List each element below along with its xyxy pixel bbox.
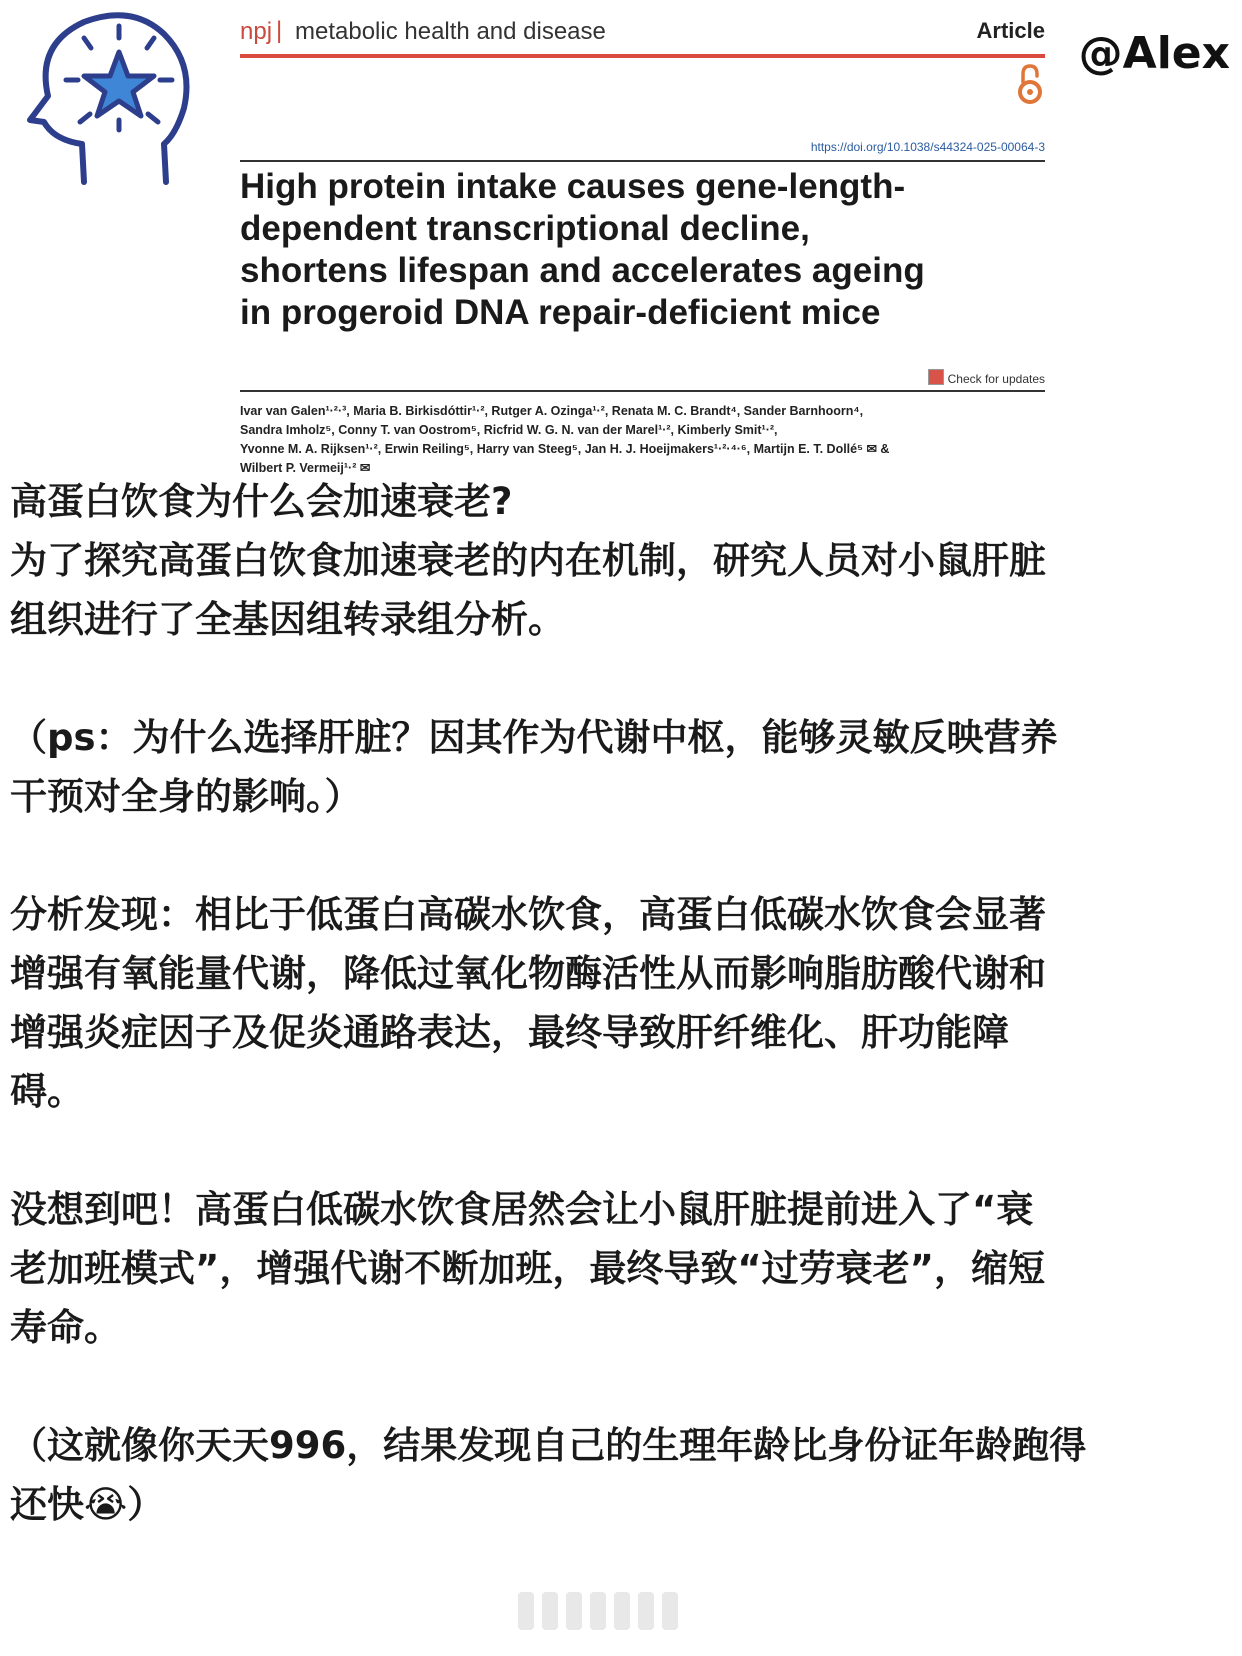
body-line: 老加班模式”，增强代谢不断加班，最终导致“过劳衰老”，缩短: [10, 1247, 1045, 1290]
body-line: 干预对全身的影响。）: [10, 775, 362, 818]
page-dot[interactable]: [566, 1592, 582, 1630]
page-dot[interactable]: [542, 1592, 558, 1630]
body-line: 分析发现：相比于低蛋白高碳水饮食，高蛋白低碳水饮食会显著: [10, 893, 1046, 936]
article-type: Article: [976, 18, 1045, 43]
authors-rule: [240, 390, 1045, 392]
body-line: 增强有氧能量代谢，降低过氧化物酶活性从而影响脂肪酸代谢和: [10, 952, 1046, 995]
watermark-handle: @Alex: [1078, 28, 1230, 79]
head-with-star-icon: [14, 4, 204, 194]
journal-separator: |: [276, 17, 283, 44]
author-line: Yvonne M. A. Rijksen¹·², Erwin Reiling⁵, Harry van Steeg⁵, Jan H. J. Hoeijmakers¹·²·⁴·⁶, Martijn E. T. Dollé⁵ ✉ &: [240, 442, 890, 456]
body-line: （ps：为什么选择肝脏？因其作为代谢中枢，能够灵敏反映营养: [10, 716, 1058, 759]
post-body: [10, 472, 1235, 1534]
title-line: shortens lifespan and accelerates ageing: [240, 251, 925, 290]
paragraph-gap: [10, 649, 1235, 708]
article-title: [240, 166, 1045, 334]
page-dot[interactable]: [638, 1592, 654, 1630]
open-access-icon: [1015, 62, 1045, 106]
journal-header: [240, 18, 1045, 52]
body-line: 还快😭）: [10, 1483, 165, 1526]
image-pagination: [518, 1592, 718, 1632]
journal-rule: [240, 54, 1045, 58]
body-line: 碍。: [10, 1070, 84, 1113]
check-updates-link[interactable]: [928, 369, 1045, 386]
body-line: 高蛋白饮食为什么会加速衰老?: [10, 480, 513, 523]
author-line: Ivar van Galen¹·²·³, Maria B. Birkisdóttir¹·², Rutger A. Ozinga¹·², Renata M. C. Brandt⁴, Sander Barnhoorn⁴,: [240, 404, 864, 418]
body-line: （这就像你天天996，结果发现自己的生理年龄比身份证年龄跑得: [10, 1424, 1087, 1467]
journal-name: metabolic health and disease: [295, 18, 606, 45]
page-dot[interactable]: [590, 1592, 606, 1630]
author-list: [240, 402, 1045, 478]
page-dot[interactable]: [662, 1592, 678, 1630]
author-line: Wilbert P. Vermeij¹·² ✉: [240, 461, 371, 475]
page-dot[interactable]: [614, 1592, 630, 1630]
title-line: in progeroid DNA repair-deficient mice: [240, 293, 881, 332]
paragraph-gap: [10, 826, 1235, 885]
title-line: High protein intake causes gene-length-: [240, 167, 906, 206]
doi-rule: [240, 160, 1045, 162]
paragraph-gap: [10, 1357, 1235, 1416]
paragraph-gap: [10, 1121, 1235, 1180]
body-line: 组织进行了全基因组转录组分析。: [10, 598, 565, 641]
article-header-image: [240, 12, 1045, 475]
body-line: 为了探究高蛋白饮食加速衰老的内在机制，研究人员对小鼠肝脏: [10, 539, 1046, 582]
doi-link[interactable]: https://doi.org/10.1038/s44324-025-00064-3: [810, 140, 1045, 154]
page-dot[interactable]: [518, 1592, 534, 1630]
body-line: 没想到吧！高蛋白低碳水饮食居然会让小鼠肝脏提前进入了“衰: [10, 1188, 1034, 1231]
check-updates-label: Check for updates: [947, 372, 1045, 386]
body-line: 增强炎症因子及促炎通路表达，最终导致肝纤维化、肝功能障: [10, 1011, 1009, 1054]
body-line: 寿命。: [10, 1306, 121, 1349]
check-updates-icon: [928, 369, 944, 385]
title-line: dependent transcriptional decline,: [240, 209, 810, 248]
journal-prefix: npj: [240, 18, 273, 45]
author-line: Sandra Imholz⁵, Conny T. van Oostrom⁵, Ricfrid W. G. N. van der Marel¹·², Kimberly Smit¹·²,: [240, 423, 778, 437]
